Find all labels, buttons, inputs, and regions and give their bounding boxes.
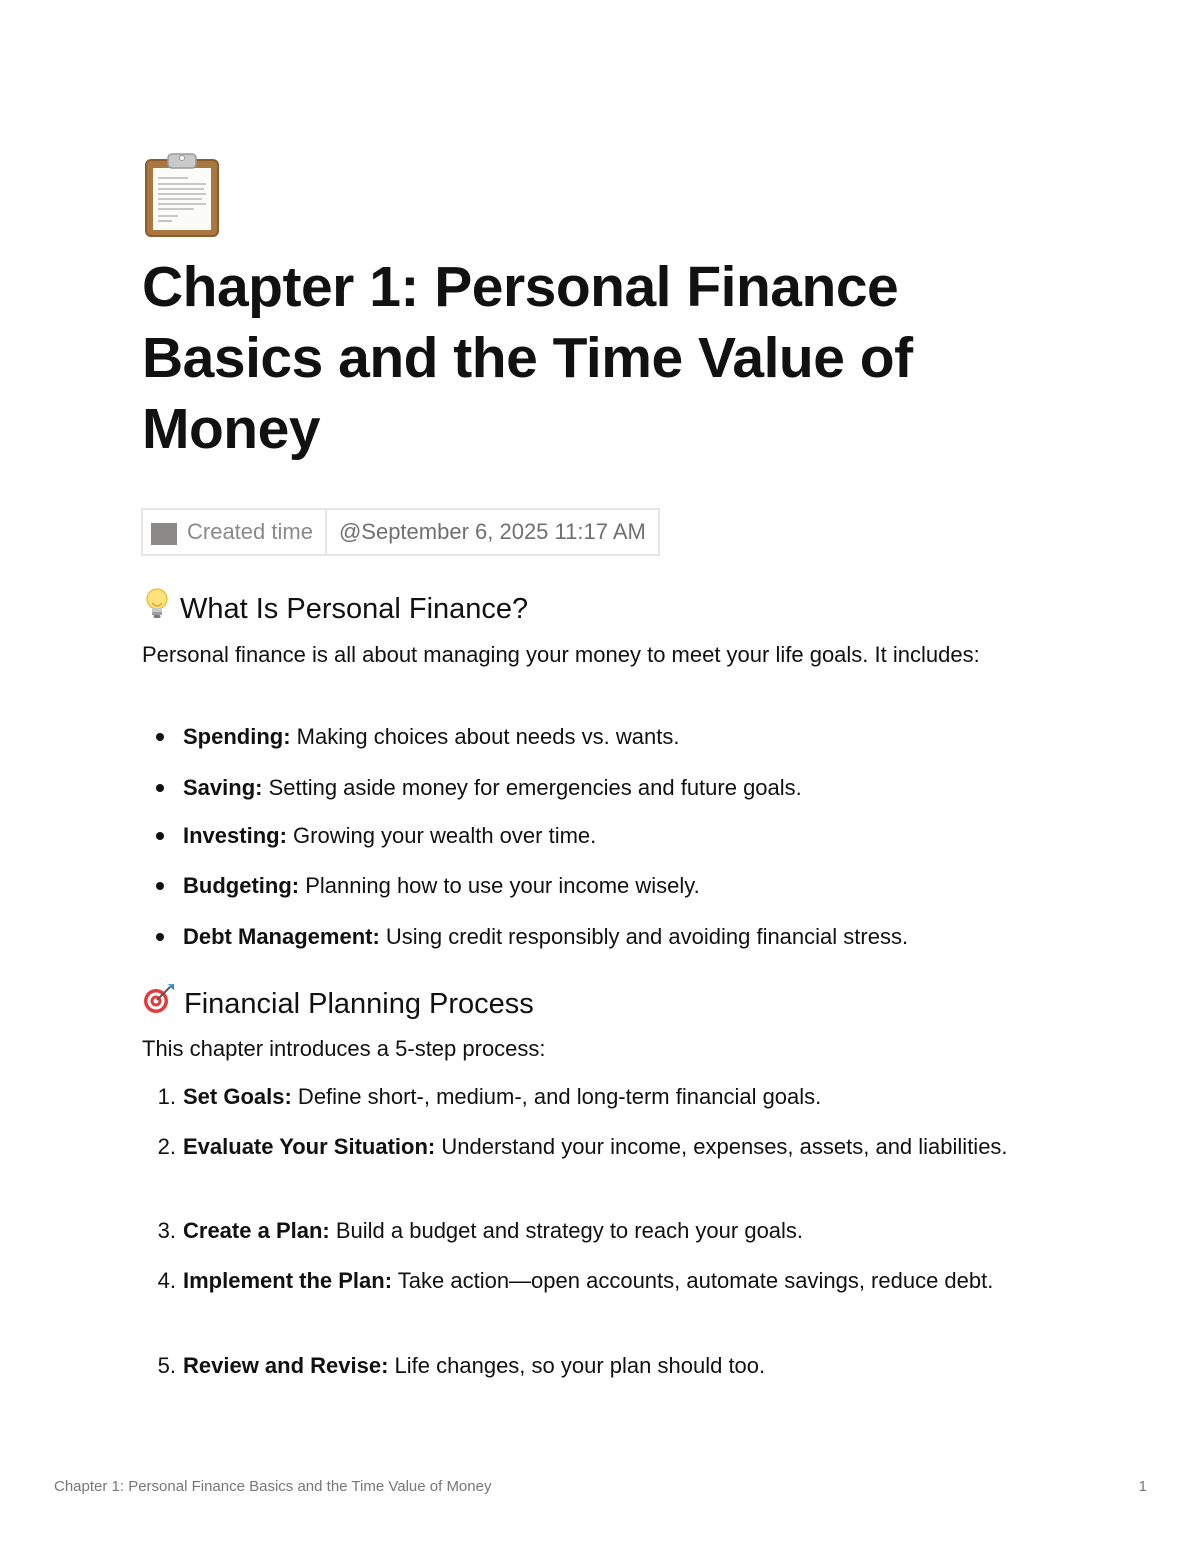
bullet-icon xyxy=(156,784,164,792)
list-item-term: Budgeting: xyxy=(183,873,300,898)
list-item-term: Create a Plan: xyxy=(183,1218,330,1243)
property-row xyxy=(141,508,660,556)
section-heading-personal-finance xyxy=(142,587,528,630)
footer-document-title: Chapter 1: Personal Finance Basics and the Time Value of Money xyxy=(54,1478,492,1495)
section-heading-text: Financial Planning Process xyxy=(184,987,534,1020)
section-heading-planning-process xyxy=(142,982,534,1025)
list-item-text: Planning how to use your income wisely. xyxy=(299,873,700,898)
list-item-text: Define short-, medium-, and long-term financial goals. xyxy=(291,1084,822,1109)
list-item-number: 3. xyxy=(157,1218,176,1243)
list-item-text: Growing your wealth over time. xyxy=(286,823,597,848)
list-item-text: Setting aside money for emergencies and future goals. xyxy=(262,775,802,800)
list-item-text: Build a budget and strategy to reach your goals. xyxy=(329,1218,804,1243)
list-item-text: Take action—open accounts, automate savings, reduce debt. xyxy=(392,1268,994,1293)
list-item-term: Evaluate Your Situation: xyxy=(183,1134,436,1159)
list-item-number: 5. xyxy=(157,1353,176,1378)
list-item-text: Life changes, so your plan should too. xyxy=(388,1353,766,1378)
created-time-value[interactable]: @September 6, 2025 11:17 AM xyxy=(338,519,646,544)
list-item-number: 1. xyxy=(157,1084,176,1109)
list-item-term: Investing: xyxy=(183,823,287,848)
bullet-icon xyxy=(156,733,164,741)
page-title: Chapter 1: Personal Finance Basics and the Time Value of Money xyxy=(142,255,913,461)
section-intro-paragraph: Personal finance is all about managing your money to meet your life goals. It includes: xyxy=(142,642,980,667)
section-heading-text: What Is Personal Finance? xyxy=(180,592,529,625)
bullet-icon xyxy=(156,832,164,840)
bullet-icon xyxy=(156,882,164,890)
list-item-text: Using credit responsibly and avoiding financial stress. xyxy=(379,924,909,949)
list-item-term: Set Goals: xyxy=(183,1084,292,1109)
list-item-number: 2. xyxy=(157,1134,176,1159)
created-time-label: Created time xyxy=(187,519,313,544)
list-item-text: Making choices about needs vs. wants. xyxy=(290,724,680,749)
list-item-term: Spending: xyxy=(183,724,291,749)
created-time-property[interactable] xyxy=(143,510,327,554)
footer-page-number: 1 xyxy=(1138,1478,1147,1495)
list-item-text: Understand your income, expenses, assets, and liabilities. xyxy=(435,1134,1008,1159)
target-icon xyxy=(142,982,184,1025)
list-item-term: Implement the Plan: xyxy=(183,1268,393,1293)
list-item-term: Review and Revise: xyxy=(183,1353,389,1378)
section-intro-paragraph: This chapter introduces a 5-step process: xyxy=(142,1036,546,1061)
list-item-term: Saving: xyxy=(183,775,263,800)
light-bulb-icon xyxy=(142,587,180,630)
property-type-icon xyxy=(151,523,177,545)
clipboard-icon xyxy=(144,152,220,238)
bullet-icon xyxy=(156,933,164,941)
list-item-term: Debt Management: xyxy=(183,924,380,949)
list-item-number: 4. xyxy=(157,1268,176,1293)
